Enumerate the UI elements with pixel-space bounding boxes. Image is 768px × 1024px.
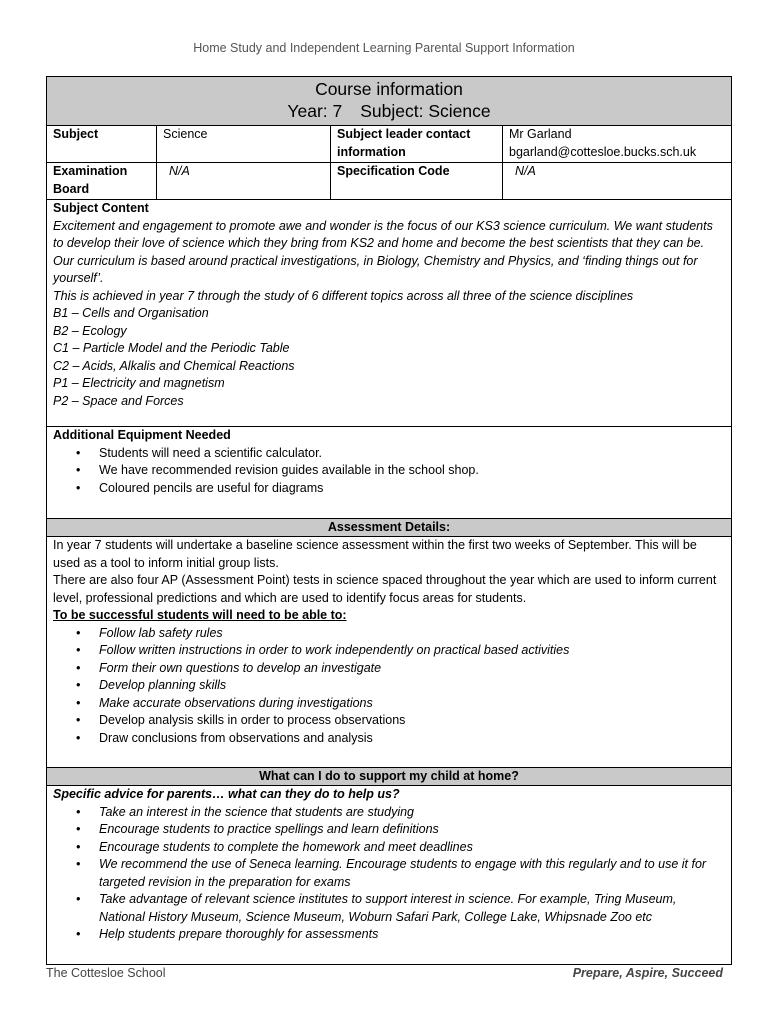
list-item: • Follow lab safety rules (99, 625, 725, 643)
list-item: • Take an interest in the science that students are studying (99, 804, 725, 822)
subject-content-heading: Subject Content (53, 201, 149, 215)
list-item: • We recommend the use of Seneca learning. Encourage students to engage with this regularly and to use it for targeted revision in the preparation for exams (99, 856, 725, 891)
leader-name: Mr Garland (509, 127, 572, 141)
course-title: Course information (315, 79, 463, 99)
assessment-paragraph-2: There are also four AP (Assessment Point) tests in science spaced throughout the year which are used to inform current level, professional predictions and which are used to identify focus areas for students. (53, 573, 717, 605)
list-item: • Take advantage of relevant science institutes to support interest in science. For example, Tring Museum, National History Museum, Science Museum, Woburn Safari Park, College Lake, Whipsnade Zoo etc (99, 891, 725, 926)
topic-item: C1 – Particle Model and the Periodic Table (53, 341, 290, 355)
exam-board-value: N/A (156, 163, 330, 199)
equipment-list (53, 445, 725, 498)
list-item: • Develop analysis skills in order to process observations (99, 712, 725, 730)
year-subject-line (47, 100, 731, 122)
support-heading: Specific advice for parents… what can they do to help us? (53, 787, 400, 801)
year-label: Year: 7 (287, 101, 343, 121)
list-item: • Follow written instructions in order to work independently on practical based activities (99, 642, 725, 660)
list-item: • Coloured pencils are useful for diagrams (99, 480, 725, 498)
footer-school-name: The Cottesloe School (46, 966, 166, 980)
page-header: Home Study and Independent Learning Parental Support Information (193, 41, 575, 55)
success-heading: To be successful students will need to be able to: (53, 608, 347, 622)
list-item: • Form their own questions to develop an investigate (99, 660, 725, 678)
exam-board-label: Examination Board (53, 164, 128, 196)
subject-value: Science (156, 126, 330, 162)
topic-item: C2 – Acids, Alkalis and Chemical Reactions (53, 358, 295, 373)
subject-row (47, 126, 731, 163)
support-list (53, 804, 725, 944)
equipment-section (47, 427, 731, 519)
footer-motto: Prepare, Aspire, Succeed (572, 966, 723, 980)
spec-code-label: Specification Code (330, 163, 502, 199)
topic-item: P1 – Electricity and magnetism (53, 376, 225, 390)
subject-content-intro: Excitement and engagement to promote awe and wonder is the focus of our KS3 science curriculum. We want students to develop their love of science which they bring from KS2 and home and become the best scientists that they can be. Our curriculum is based around practical investigations, in Biology, Chemistry and Physics, and ‘finding things out for yourself’. (53, 218, 713, 285)
list-item: • Help students prepare thoroughly for assessments (99, 926, 725, 944)
list-item: • Draw conclusions from observations and analysis (99, 730, 725, 748)
title-block (47, 77, 731, 126)
subject-title: Subject: Science (360, 101, 491, 121)
list-item: • Develop planning skills (99, 677, 725, 695)
assessment-bar: Assessment Details: (47, 519, 731, 537)
topic-item: B1 – Cells and Organisation (53, 306, 209, 320)
list-item: • We have recommended revision guides available in the school shop. (99, 462, 725, 480)
subject-label: Subject (53, 127, 99, 141)
leader-label: Subject leader contact information (330, 126, 502, 162)
equipment-heading: Additional Equipment Needed (53, 428, 231, 442)
list-item: • Encourage students to practice spellings and learn definitions (99, 821, 725, 839)
list-item: • Encourage students to complete the homework and meet deadlines (99, 839, 725, 857)
topic-item: B2 – Ecology (53, 323, 127, 338)
list-item: • Make accurate observations during investigations (99, 695, 725, 713)
list-item: • Students will need a scientific calculator. (99, 445, 725, 463)
course-info-table (46, 76, 732, 965)
skills-list (53, 625, 725, 748)
topic-item: P2 – Space and Forces (53, 393, 184, 408)
support-bar: What can I do to support my child at home? (47, 768, 731, 786)
leader-email: bgarland@cottesloe.bucks.sch.uk (509, 144, 697, 159)
exam-row (47, 163, 731, 200)
topics-intro: This is achieved in year 7 through the study of 6 different topics across all three of the science disciplines (53, 288, 634, 303)
subject-content-section (47, 200, 731, 427)
support-section (47, 786, 731, 964)
assessment-paragraph-1: In year 7 students will undertake a baseline science assessment within the first two weeks of September. This will be used as a tool to inform initial group lists. (53, 538, 697, 570)
assessment-section (47, 537, 731, 768)
spec-code-value: N/A (502, 163, 731, 199)
leader-contact (502, 126, 731, 162)
